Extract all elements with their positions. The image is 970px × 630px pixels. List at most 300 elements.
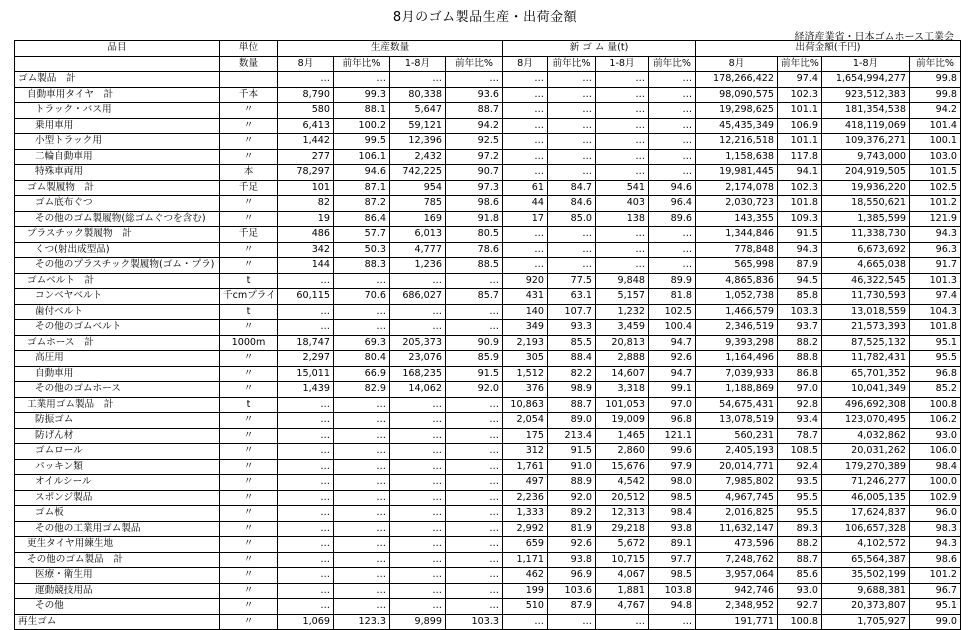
value-cell: 101 — [278, 180, 334, 196]
value-cell: 103.8 — [649, 583, 696, 599]
value-cell: 87,525,132 — [822, 335, 910, 351]
table-row — [15, 289, 961, 305]
value-cell: 98.5 — [649, 568, 696, 584]
value-cell: 66.9 — [334, 366, 390, 382]
value-cell: 107.7 — [548, 304, 596, 320]
header-sub: 1-8月 — [822, 56, 910, 72]
value-cell: 85.2 — [910, 382, 961, 398]
value-cell: 80,338 — [390, 87, 446, 103]
unit-cell: 〃 — [220, 382, 278, 398]
value-cell: 1,466,579 — [696, 304, 778, 320]
value-cell: 1,881 — [596, 583, 649, 599]
unit-cell: 〃 — [220, 118, 278, 134]
unit-cell: 〃 — [220, 134, 278, 150]
value-cell: 97.9 — [649, 459, 696, 475]
value-cell: 1,333 — [503, 506, 548, 522]
value-cell: … — [334, 428, 390, 444]
value-cell: 19 — [278, 211, 334, 227]
header-sub: 前年比% — [334, 56, 390, 72]
item-name: 防振ゴム — [15, 413, 220, 429]
value-cell: 12,313 — [596, 506, 649, 522]
value-cell: 2,054 — [503, 413, 548, 429]
table-row — [15, 537, 961, 553]
value-cell: 659 — [503, 537, 548, 553]
value-cell: 106,657,328 — [822, 521, 910, 537]
value-cell: 1,512 — [503, 366, 548, 382]
table-row — [15, 459, 961, 475]
value-cell: 101.1 — [778, 103, 822, 119]
value-cell: 742,225 — [390, 165, 446, 181]
value-cell: … — [649, 134, 696, 150]
value-cell: 87.9 — [548, 599, 596, 615]
table-row — [15, 614, 961, 630]
value-cell: 101.2 — [910, 196, 961, 212]
value-cell: … — [334, 273, 390, 289]
value-cell: … — [649, 258, 696, 274]
value-cell: 21,573,393 — [822, 320, 910, 336]
table-row — [15, 552, 961, 568]
header-production: 生産数量 — [278, 41, 503, 57]
value-cell: 103.3 — [778, 304, 822, 320]
value-cell: 204,919,505 — [822, 165, 910, 181]
value-cell: 93.3 — [548, 320, 596, 336]
value-cell: 4,767 — [596, 599, 649, 615]
value-cell: 686,027 — [390, 289, 446, 305]
table-row — [15, 583, 961, 599]
value-cell: 90.9 — [446, 335, 503, 351]
value-cell: … — [390, 599, 446, 615]
value-cell: 17 — [503, 211, 548, 227]
value-cell: 2,016,825 — [696, 506, 778, 522]
value-cell: 94.2 — [910, 103, 961, 119]
value-cell: 101.8 — [778, 196, 822, 212]
value-cell: 20,373,807 — [822, 599, 910, 615]
item-name: スポンジ製品 — [15, 490, 220, 506]
value-cell: 923,512,383 — [822, 87, 910, 103]
value-cell: 92.6 — [548, 537, 596, 553]
unit-cell: 〃 — [220, 242, 278, 258]
header-sub: 8月 — [503, 56, 548, 72]
value-cell: … — [334, 397, 390, 413]
value-cell: 91.5 — [446, 366, 503, 382]
value-cell: 20,014,771 — [696, 459, 778, 475]
value-cell: 108.5 — [778, 444, 822, 460]
value-cell: … — [390, 413, 446, 429]
value-cell: … — [278, 444, 334, 460]
value-cell: 94.7 — [649, 335, 696, 351]
value-cell: … — [446, 444, 503, 460]
item-name: その他の工業用ゴム製品 — [15, 521, 220, 537]
unit-cell: 〃 — [220, 258, 278, 274]
value-cell: 94.2 — [446, 118, 503, 134]
value-cell: … — [334, 72, 390, 88]
header-row-1 — [15, 41, 961, 57]
value-cell: … — [334, 320, 390, 336]
value-cell: 121.1 — [649, 428, 696, 444]
value-cell: 102.3 — [778, 180, 822, 196]
value-cell: … — [649, 227, 696, 243]
value-cell: 109.3 — [778, 211, 822, 227]
item-name: パッキン類 — [15, 459, 220, 475]
value-cell: … — [334, 521, 390, 537]
value-cell: … — [278, 459, 334, 475]
header-sub: 前年比% — [548, 56, 596, 72]
value-cell: 88.7 — [446, 103, 503, 119]
unit-cell: 〃 — [220, 428, 278, 444]
value-cell: 140 — [503, 304, 548, 320]
value-cell: 93.5 — [778, 475, 822, 491]
value-cell: … — [390, 444, 446, 460]
value-cell: 82.2 — [548, 366, 596, 382]
table-row — [15, 72, 961, 88]
value-cell: 2,346,519 — [696, 320, 778, 336]
value-cell: … — [278, 273, 334, 289]
item-name: ゴム製品 計 — [15, 72, 220, 88]
table-row — [15, 134, 961, 150]
value-cell: 109,376,271 — [822, 134, 910, 150]
value-cell: 95.5 — [778, 490, 822, 506]
value-cell: 2,030,723 — [696, 196, 778, 212]
value-cell: … — [390, 320, 446, 336]
value-cell: 106.0 — [910, 444, 961, 460]
item-name: ゴム板 — [15, 506, 220, 522]
value-cell: 97.2 — [446, 149, 503, 165]
value-cell: 97.7 — [649, 552, 696, 568]
value-cell: 497 — [503, 475, 548, 491]
value-cell: 169 — [390, 211, 446, 227]
value-cell: 14,062 — [390, 382, 446, 398]
value-cell: 17,624,837 — [822, 506, 910, 522]
value-cell: 19,009 — [596, 413, 649, 429]
value-cell: 99.6 — [649, 444, 696, 460]
item-name: 歯付ベルト — [15, 304, 220, 320]
value-cell: 57.7 — [334, 227, 390, 243]
value-cell: 205,373 — [390, 335, 446, 351]
value-cell: 96.8 — [649, 413, 696, 429]
unit-cell: 〃 — [220, 568, 278, 584]
item-name: その他のゴム製履物(総ゴムぐつを含む) — [15, 211, 220, 227]
value-cell: 785 — [390, 196, 446, 212]
value-cell: 95.5 — [910, 351, 961, 367]
value-cell: … — [446, 459, 503, 475]
value-cell: 78.6 — [446, 242, 503, 258]
item-name: その他のゴムベルト — [15, 320, 220, 336]
value-cell: 85.6 — [778, 568, 822, 584]
value-cell: 431 — [503, 289, 548, 305]
value-cell: 94.7 — [649, 366, 696, 382]
value-cell: … — [278, 583, 334, 599]
value-cell: 102.5 — [649, 304, 696, 320]
value-cell: … — [334, 413, 390, 429]
value-cell: … — [649, 103, 696, 119]
value-cell: … — [649, 242, 696, 258]
value-cell: 7,039,933 — [696, 366, 778, 382]
value-cell: … — [278, 413, 334, 429]
value-cell: 94.1 — [778, 165, 822, 181]
value-cell: … — [596, 87, 649, 103]
unit-cell: 〃 — [220, 599, 278, 615]
item-name: 医療・衛生用 — [15, 568, 220, 584]
unit-cell: 〃 — [220, 490, 278, 506]
value-cell: 29,218 — [596, 521, 649, 537]
item-name: 工業用ゴム製品 計 — [15, 397, 220, 413]
value-cell: 88.2 — [778, 335, 822, 351]
table-row — [15, 351, 961, 367]
value-cell: 78.7 — [778, 428, 822, 444]
value-cell: 88.3 — [334, 258, 390, 274]
item-name: その他 — [15, 599, 220, 615]
value-cell: 46,322,545 — [822, 273, 910, 289]
value-cell: … — [278, 428, 334, 444]
value-cell: 92.0 — [446, 382, 503, 398]
value-cell: 7,248,762 — [696, 552, 778, 568]
value-cell: … — [390, 568, 446, 584]
value-cell: … — [503, 258, 548, 274]
value-cell: 2,297 — [278, 351, 334, 367]
value-cell: 4,777 — [390, 242, 446, 258]
value-cell: 376 — [503, 382, 548, 398]
value-cell: … — [278, 397, 334, 413]
unit-cell: 〃 — [220, 459, 278, 475]
value-cell: … — [446, 537, 503, 553]
value-cell: 213.4 — [548, 428, 596, 444]
value-cell: 4,865,836 — [696, 273, 778, 289]
value-cell: 98.4 — [649, 506, 696, 522]
value-cell: 181,354,538 — [822, 103, 910, 119]
value-cell: 93.6 — [446, 87, 503, 103]
table-row — [15, 568, 961, 584]
value-cell: 88.4 — [548, 351, 596, 367]
value-cell: … — [278, 568, 334, 584]
item-name: 再生ゴム — [15, 614, 220, 630]
value-cell: 15,011 — [278, 366, 334, 382]
value-cell: 19,298,625 — [696, 103, 778, 119]
header-sub: 前年比% — [649, 56, 696, 72]
value-cell: 88.1 — [334, 103, 390, 119]
value-cell: 96.9 — [548, 568, 596, 584]
value-cell: 98.9 — [548, 382, 596, 398]
table-row — [15, 599, 961, 615]
value-cell: … — [596, 242, 649, 258]
value-cell: 97.4 — [910, 289, 961, 305]
value-cell: 2,860 — [596, 444, 649, 460]
header-sub: 1-8月 — [390, 56, 446, 72]
value-cell: … — [596, 165, 649, 181]
table-row — [15, 366, 961, 382]
unit-cell: 〃 — [220, 614, 278, 630]
value-cell: 98.4 — [910, 459, 961, 475]
value-cell: 18,550,621 — [822, 196, 910, 212]
value-cell: 9,688,381 — [822, 583, 910, 599]
value-cell: 4,102,572 — [822, 537, 910, 553]
statistics-table — [14, 40, 961, 630]
table-row — [15, 475, 961, 491]
value-cell: … — [390, 583, 446, 599]
value-cell: 98.6 — [910, 552, 961, 568]
value-cell: 100.4 — [649, 320, 696, 336]
value-cell: 80.4 — [334, 351, 390, 367]
value-cell: 100.0 — [910, 475, 961, 491]
value-cell: 1,465 — [596, 428, 649, 444]
value-cell: 78,297 — [278, 165, 334, 181]
value-cell: … — [278, 506, 334, 522]
value-cell: 85.5 — [548, 335, 596, 351]
value-cell: 94.6 — [649, 180, 696, 196]
value-cell: … — [390, 397, 446, 413]
value-cell: 81.9 — [548, 521, 596, 537]
value-cell: 85.7 — [446, 289, 503, 305]
value-cell: 86.4 — [334, 211, 390, 227]
value-cell: 65,701,352 — [822, 366, 910, 382]
value-cell: … — [548, 134, 596, 150]
value-cell: 88.2 — [778, 537, 822, 553]
value-cell: 97.4 — [778, 72, 822, 88]
value-cell: 178,266,422 — [696, 72, 778, 88]
value-cell: 92.5 — [446, 134, 503, 150]
value-cell: 99.8 — [910, 87, 961, 103]
value-cell: 96.3 — [910, 242, 961, 258]
value-cell: 87.1 — [334, 180, 390, 196]
unit-cell: 〃 — [220, 320, 278, 336]
value-cell: … — [390, 552, 446, 568]
unit-cell: t — [220, 397, 278, 413]
value-cell: … — [390, 273, 446, 289]
unit-cell: 千足 — [220, 180, 278, 196]
value-cell: 101.5 — [910, 165, 961, 181]
value-cell: 65,564,387 — [822, 552, 910, 568]
value-cell: 84.7 — [548, 180, 596, 196]
value-cell: 85.8 — [778, 289, 822, 305]
value-cell: 342 — [278, 242, 334, 258]
value-cell: 89.6 — [649, 211, 696, 227]
value-cell: 954 — [390, 180, 446, 196]
value-cell: … — [446, 599, 503, 615]
value-cell: 580 — [278, 103, 334, 119]
item-name: 乗用車用 — [15, 118, 220, 134]
value-cell: … — [278, 521, 334, 537]
value-cell: 96.8 — [910, 366, 961, 382]
value-cell: … — [334, 537, 390, 553]
value-cell: 199 — [503, 583, 548, 599]
value-cell: … — [446, 552, 503, 568]
value-cell: 99.0 — [910, 614, 961, 630]
value-cell: 403 — [596, 196, 649, 212]
value-cell: 102.5 — [910, 180, 961, 196]
item-name: プラスチック製履物 計 — [15, 227, 220, 243]
value-cell: 91.8 — [446, 211, 503, 227]
value-cell: 100.2 — [334, 118, 390, 134]
value-cell: 54,675,431 — [696, 397, 778, 413]
value-cell: 103.6 — [548, 583, 596, 599]
value-cell: 63.1 — [548, 289, 596, 305]
header-new-rubber: 新 ゴ ム 量(t) — [503, 41, 696, 57]
value-cell: 88.7 — [548, 397, 596, 413]
unit-cell: 〃 — [220, 351, 278, 367]
value-cell: 9,743,000 — [822, 149, 910, 165]
value-cell: 101.1 — [778, 134, 822, 150]
value-cell: … — [446, 304, 503, 320]
value-cell: 97.0 — [649, 397, 696, 413]
value-cell: 143,355 — [696, 211, 778, 227]
value-cell: 92.6 — [649, 351, 696, 367]
value-cell: … — [334, 583, 390, 599]
value-cell: 94.8 — [649, 599, 696, 615]
unit-cell: 〃 — [220, 149, 278, 165]
value-cell: 96.7 — [910, 583, 961, 599]
unit-cell: 千足 — [220, 227, 278, 243]
value-cell: 1,188,869 — [696, 382, 778, 398]
value-cell: 510 — [503, 599, 548, 615]
value-cell: 99.3 — [334, 87, 390, 103]
table-row — [15, 118, 961, 134]
item-name: オイルシール — [15, 475, 220, 491]
value-cell: 1,164,496 — [696, 351, 778, 367]
value-cell: 93.0 — [778, 583, 822, 599]
header-quantity: 数量 — [220, 56, 278, 72]
value-cell: 1,442 — [278, 134, 334, 150]
value-cell: 19,981,445 — [696, 165, 778, 181]
value-cell: 94.3 — [910, 537, 961, 553]
value-cell: 88.8 — [778, 351, 822, 367]
header-sub: 8月 — [696, 56, 778, 72]
value-cell: … — [446, 568, 503, 584]
value-cell: 6,013 — [390, 227, 446, 243]
value-cell: 175 — [503, 428, 548, 444]
item-name: ゴムロール — [15, 444, 220, 460]
table-row — [15, 490, 961, 506]
value-cell: 13,078,519 — [696, 413, 778, 429]
value-cell: 106.1 — [334, 149, 390, 165]
item-name: 特殊車両用 — [15, 165, 220, 181]
value-cell: 1,232 — [596, 304, 649, 320]
value-cell: … — [446, 72, 503, 88]
value-cell: 102.3 — [778, 87, 822, 103]
table-row — [15, 149, 961, 165]
value-cell: … — [548, 258, 596, 274]
value-cell: … — [390, 304, 446, 320]
value-cell: 93.8 — [649, 521, 696, 537]
header-item-blank — [15, 56, 220, 72]
value-cell: 11,782,431 — [822, 351, 910, 367]
value-cell: 94.6 — [334, 165, 390, 181]
item-name: トラック・バス用 — [15, 103, 220, 119]
header-sub: 8月 — [278, 56, 334, 72]
value-cell: … — [446, 413, 503, 429]
value-cell: … — [503, 134, 548, 150]
item-name: 小型トラック用 — [15, 134, 220, 150]
value-cell: 69.3 — [334, 335, 390, 351]
value-cell: 106.9 — [778, 118, 822, 134]
value-cell: 45,435,349 — [696, 118, 778, 134]
unit-cell: 〃 — [220, 583, 278, 599]
value-cell: 19,936,220 — [822, 180, 910, 196]
value-cell: … — [334, 568, 390, 584]
value-cell: … — [390, 506, 446, 522]
value-cell: 102.9 — [910, 490, 961, 506]
value-cell: … — [649, 72, 696, 88]
value-cell: 1,385,599 — [822, 211, 910, 227]
item-name: ゴムホース 計 — [15, 335, 220, 351]
value-cell: 46,005,135 — [822, 490, 910, 506]
table-row — [15, 242, 961, 258]
value-cell: … — [548, 72, 596, 88]
header-sub: 前年比% — [910, 56, 961, 72]
value-cell: … — [596, 227, 649, 243]
item-name: くつ(射出成型品) — [15, 242, 220, 258]
value-cell: 2,348,952 — [696, 599, 778, 615]
value-cell: 35,502,199 — [822, 568, 910, 584]
value-cell: … — [334, 304, 390, 320]
